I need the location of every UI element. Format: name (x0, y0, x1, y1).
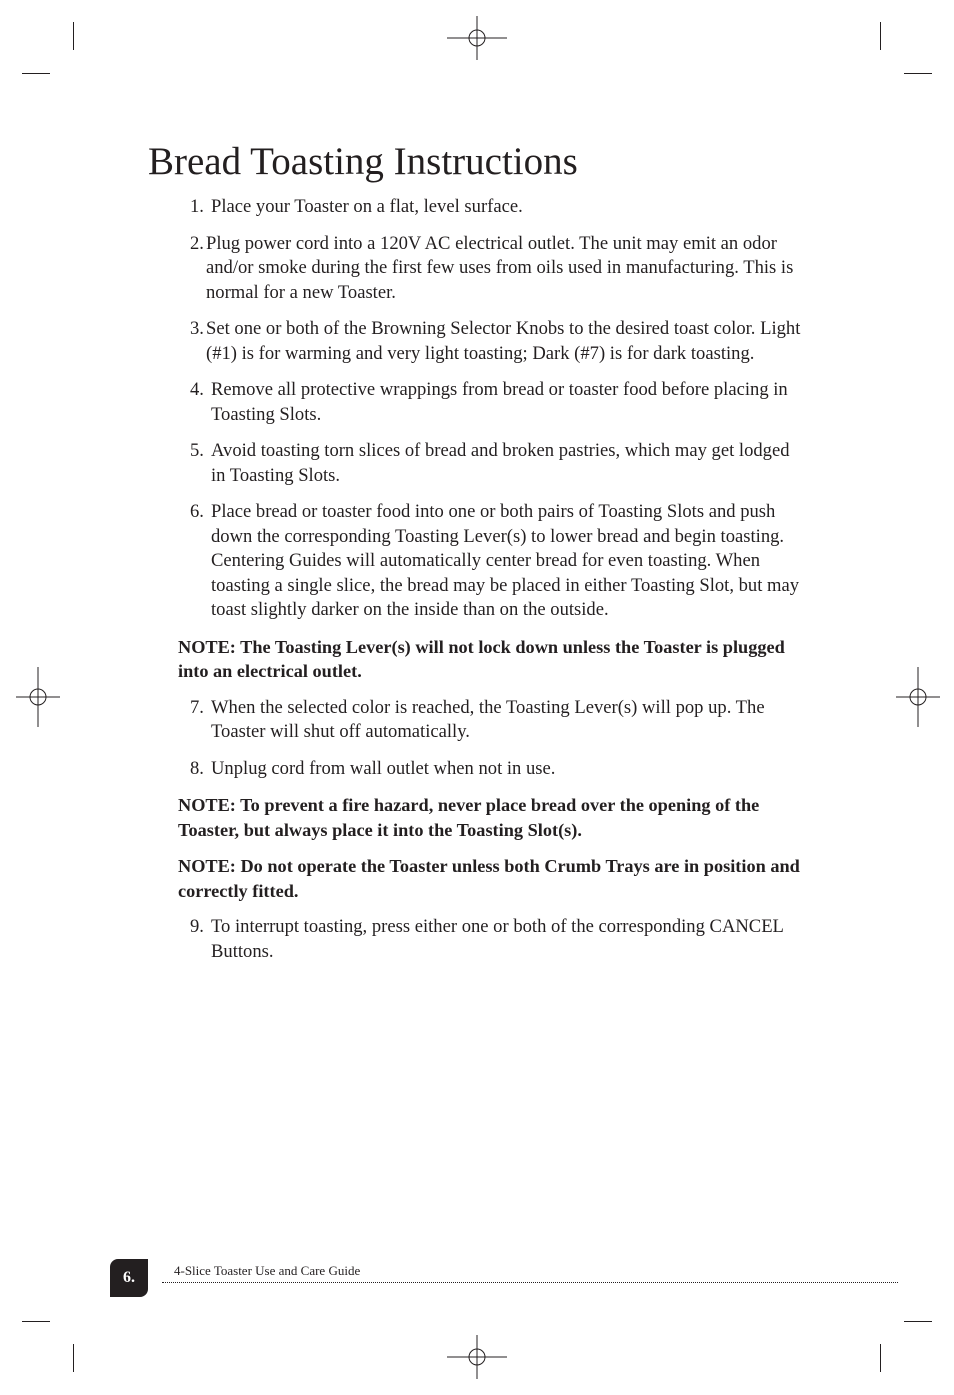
crop-mark (73, 22, 74, 50)
crop-mark (22, 73, 50, 74)
step-text: Avoid toasting torn slices of bread and broken pastries, which may get lodged in Toasting Slots. (211, 440, 790, 486)
step-number: 7. (190, 696, 204, 718)
step-6 (190, 500, 808, 623)
step-text: When the selected color is reached, the Toasting Lever(s) will pop up. The Toaster will shut off automatically. (211, 696, 765, 742)
crop-mark (880, 22, 881, 50)
footer-guide-title: 4-Slice Toaster Use and Care Guide (174, 1263, 361, 1278)
step-number: 5. (190, 440, 204, 461)
step-8 (190, 757, 808, 782)
step-number: 1. (190, 196, 204, 217)
step-7 (190, 696, 808, 745)
crop-mark (880, 1344, 881, 1372)
step-5 (190, 439, 808, 488)
registration-mark-icon (8, 667, 68, 727)
step-1 (190, 195, 808, 220)
page-title: Bread Toasting Instructions (148, 140, 578, 183)
instructions (178, 195, 808, 976)
step-number: 2. (190, 232, 204, 254)
step-text: To interrupt toasting, press either one or both of the corresponding CANCEL Buttons. (211, 916, 784, 962)
step-3 (190, 317, 808, 366)
step-9 (190, 915, 808, 964)
step-number: 4. (190, 379, 204, 400)
registration-mark-icon (447, 1327, 507, 1387)
step-text: Set one or both of the Browning Selector Knobs to the desired toast color. Light (#1) is for warming and very light toasting; Dark (#7) is for dark toasting. (206, 318, 801, 364)
crop-mark (904, 1321, 932, 1322)
step-number: 8. (190, 757, 204, 779)
step-number: 3. (190, 318, 204, 339)
crop-mark (904, 73, 932, 74)
note-fire-hazard: NOTE: To prevent a fire hazard, never place bread over the opening of the Toaster, but always place it into the Toasting Slot(s). (178, 795, 760, 840)
registration-mark-icon (447, 8, 507, 68)
step-number: 9. (190, 916, 204, 937)
footer-dotted-rule (162, 1282, 898, 1283)
step-text: Place your Toaster on a flat, level surface. (211, 196, 523, 217)
step-text: Plug power cord into a 120V AC electrical outlet. The unit may emit an odor and/or smoke during the first few uses from oils used in manufacturing. This is normal for a new Toaster. (206, 232, 794, 303)
page-number-badge: 6. (110, 1259, 148, 1297)
step-4 (190, 378, 808, 427)
step-number: 6. (190, 501, 204, 522)
step-text: Remove all protective wrappings from bread or toaster food before placing in Toasting Slots. (211, 379, 788, 425)
registration-mark-icon (888, 667, 948, 727)
crop-mark (22, 1321, 50, 1322)
note-lever-lock: NOTE: The Toasting Lever(s) will not lock down unless the Toaster is plugged into an electrical outlet. (178, 636, 785, 681)
step-2 (190, 232, 808, 306)
step-text: Place bread or toaster food into one or both pairs of Toasting Slots and push down the corresponding Toasting Lever(s) to lower bread and begin toasting. Centering Guides will automatically center bread for even toasting. When toasting a single slice, the bread may be placed in either Toasting Slot, but may toast slightly darker on the inside than on the outside. (211, 501, 800, 620)
note-crumb-trays: NOTE: Do not operate the Toaster unless both Crumb Trays are in position and correctly fitted. (178, 856, 800, 901)
step-text: Unplug cord from wall outlet when not in use. (211, 757, 556, 779)
crop-mark (73, 1344, 74, 1372)
